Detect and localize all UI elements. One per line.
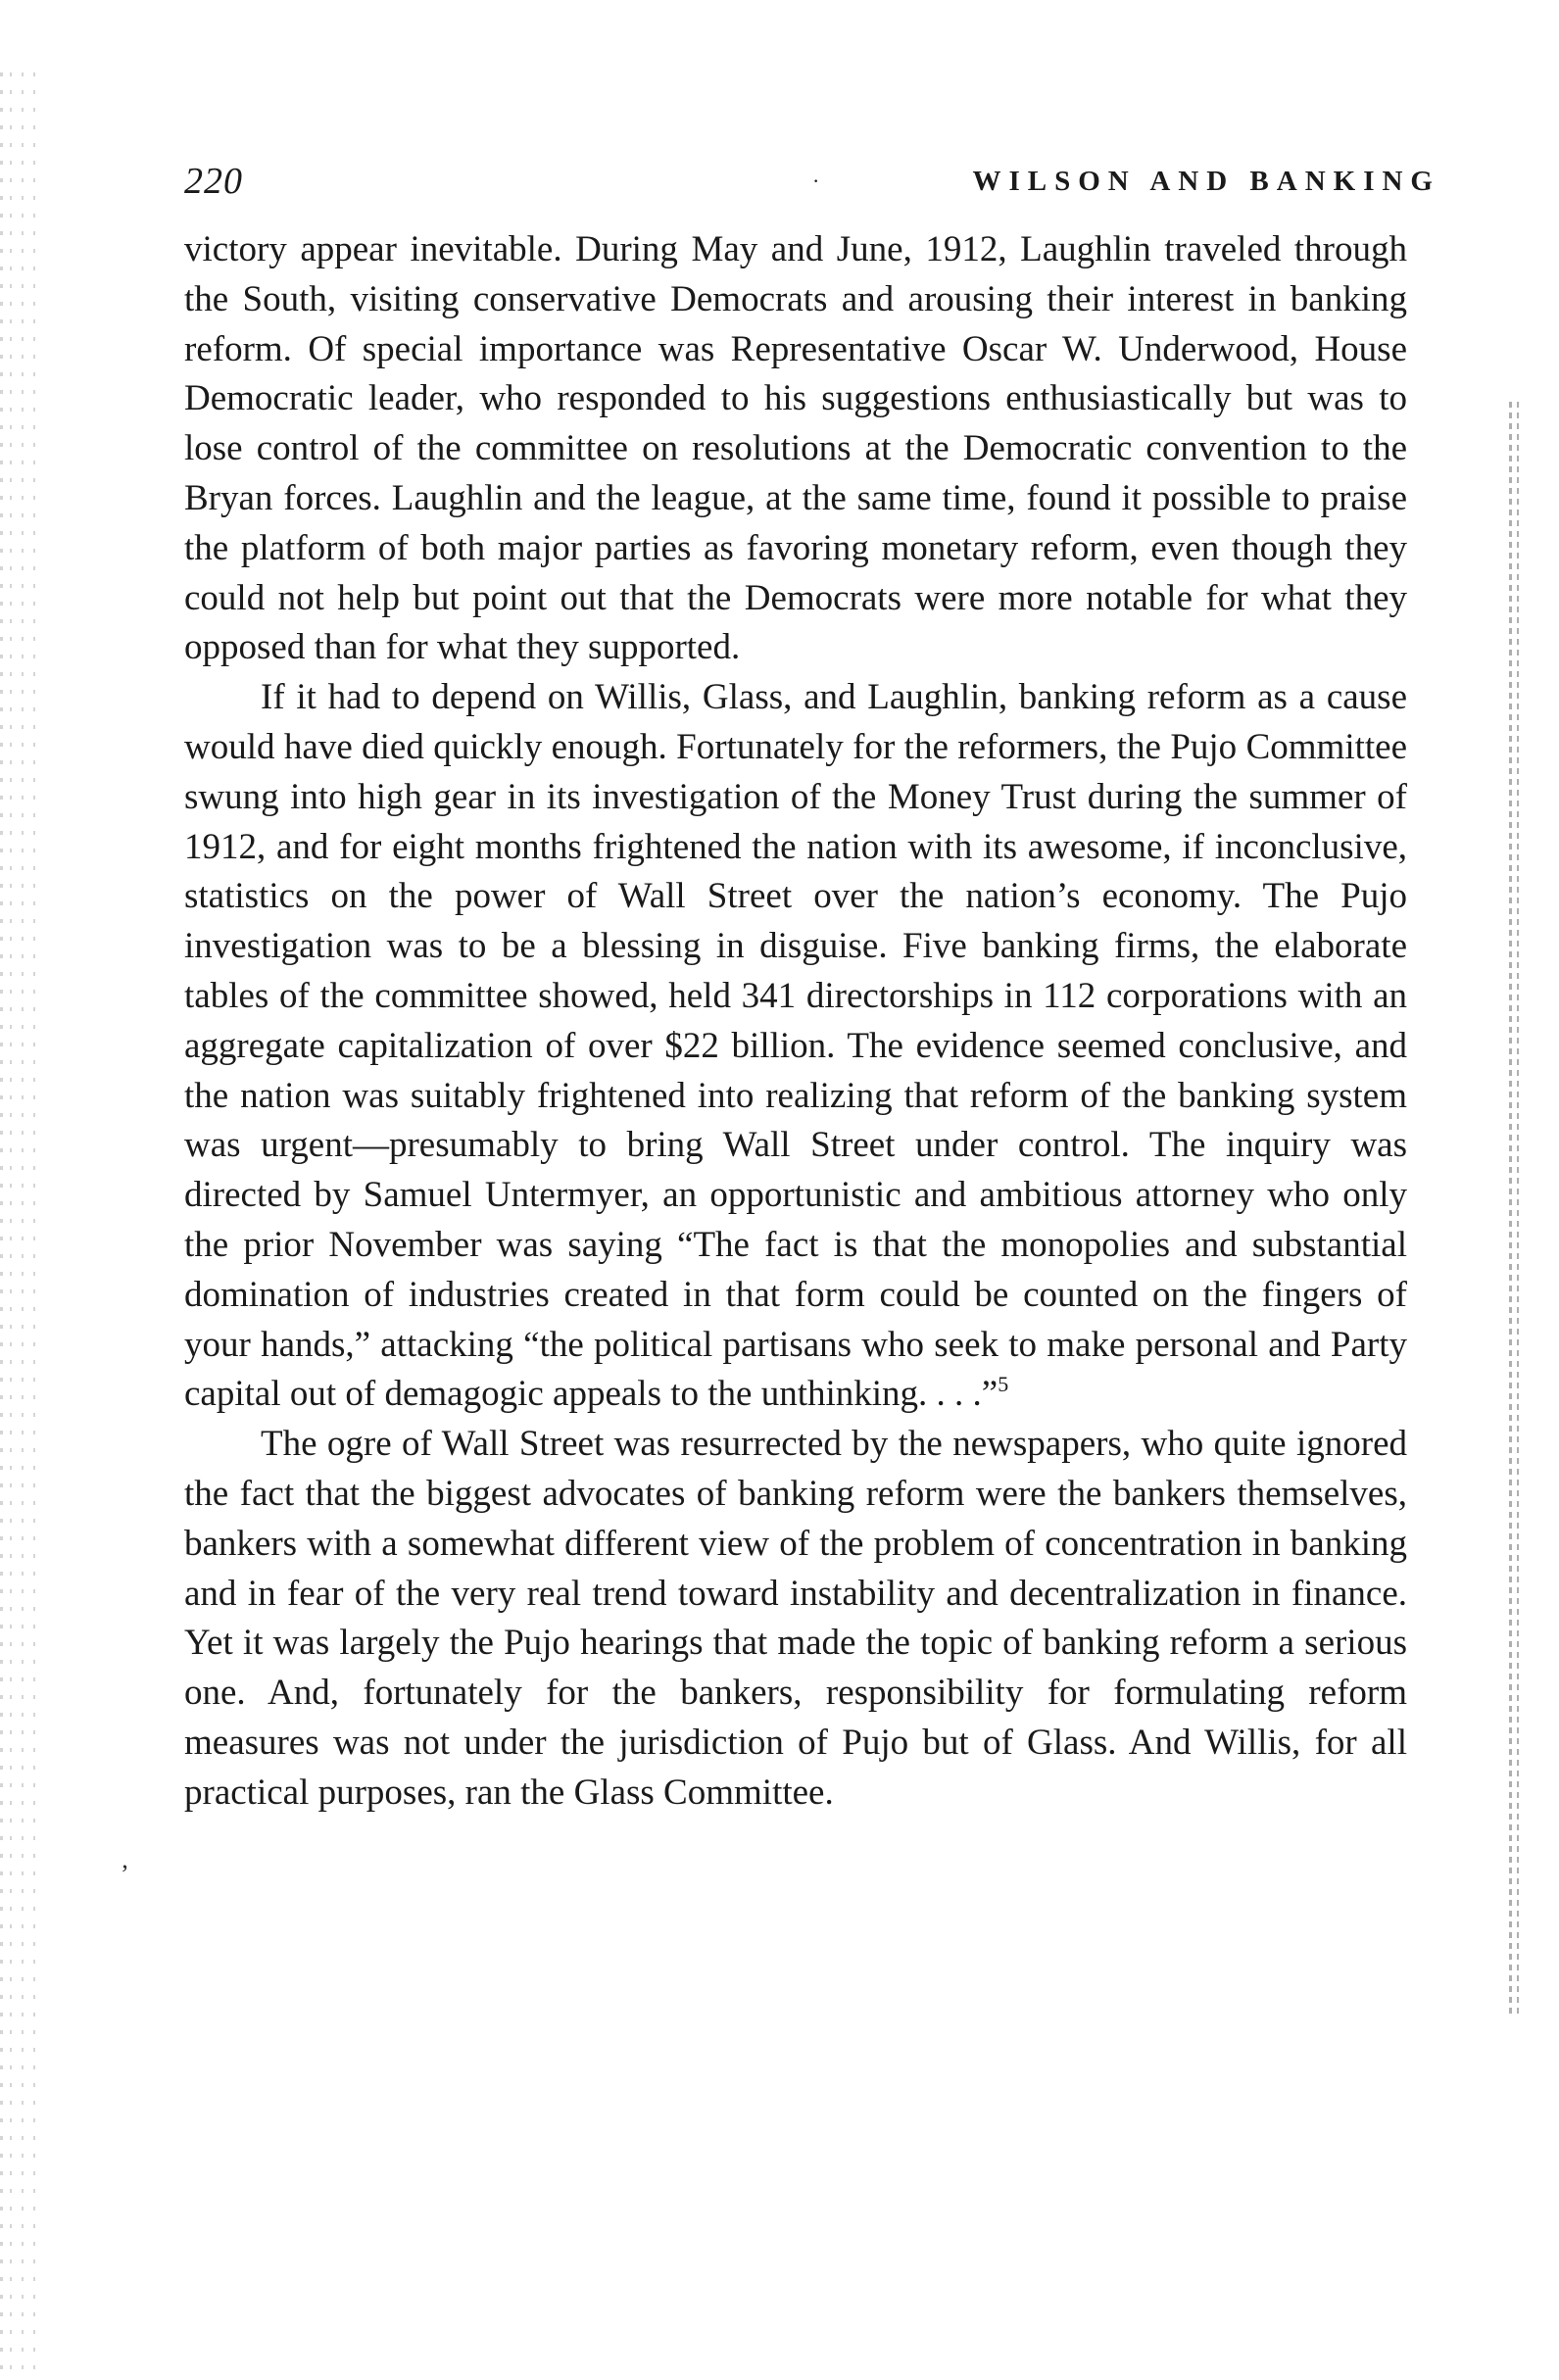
- page-header: [184, 157, 1440, 206]
- page-number: 220: [184, 161, 243, 202]
- body-text: [184, 225, 1407, 1819]
- paragraph-1-text: victory appear inevitable. During May and June, 1912, Laughlin traveled through the South, visiting conservative Democrats and arousing their interest in banking reform. Of special importance was Representative Oscar W. Underwood, House Democratic leader, who responded to his suggestions enthusiastically but was to lose control of the committee on resolutions at the Democratic convention to the Bryan forces. Laughlin and the league, at the same time, found it possible to praise the platform of both major parties as favoring monetary reform, even though they could not help but point out that the Democrats were more notable for what they opposed than for what they supported.: [184, 229, 1407, 668]
- paragraph-3: [184, 1420, 1407, 1818]
- paragraph-3-text: The ogre of Wall Street was resurrected by the newspapers, who quite ignored the fact that the biggest advocates of banking reform were the bankers themselves, bankers with a somewhat different view of the problem of concentration in banking and in fear of the very real trend toward instability and decentralization in finance. Yet it was largely the Pujo hearings that made the topic of banking reform a serious one. And, fortunately for the bankers, responsibility for formulating reform measures was not under the jurisdiction of Pujo but of Glass. And Willis, for all practical purposes, ran the Glass Committee.: [184, 1424, 1407, 1813]
- header-dot: ·: [812, 169, 820, 193]
- scan-edge-right: [1501, 402, 1529, 2018]
- stray-mark: ’: [121, 1860, 129, 1888]
- paragraph-2: [184, 673, 1407, 1420]
- paragraph-1: [184, 225, 1407, 673]
- footnote-ref: 5: [998, 1372, 1009, 1397]
- paragraph-2-text: If it had to depend on Willis, Glass, and Laughlin, banking reform as a cause would have died quickly enough. Fortunately for the reformers, the Pujo Committee swung into high gear in its investigation of the Money Trust during the summer of 1912, and for eight months frightened the nation with its awesome, if inconclusive, statistics on the power of Wall Street over the nation’s economy. The Pujo investigation was to be a blessing in disguise. Five banking firms, the elaborate tables of the committee showed, held 341 directorships in 112 corporations with an aggregate capitalization of over $22 billion. The evidence seemed conclusive, and the nation was suitably frightened into realizing that reform of the banking system was urgent—presumably to bring Wall Street under control. The inquiry was directed by Samuel Untermyer, an opportunistic and ambitious attorney who only the prior November was saying “The fact is that the monopolies and substantial domination of industries created in that form could be counted on the fingers of your hands,” attacking “the political partisans who seek to make personal and Party capital out of demagogic appeals to the unthinking. . . .”: [184, 677, 1407, 1415]
- running-head: WILSON AND BANKING: [972, 166, 1440, 197]
- scan-edge-left: [0, 59, 44, 2380]
